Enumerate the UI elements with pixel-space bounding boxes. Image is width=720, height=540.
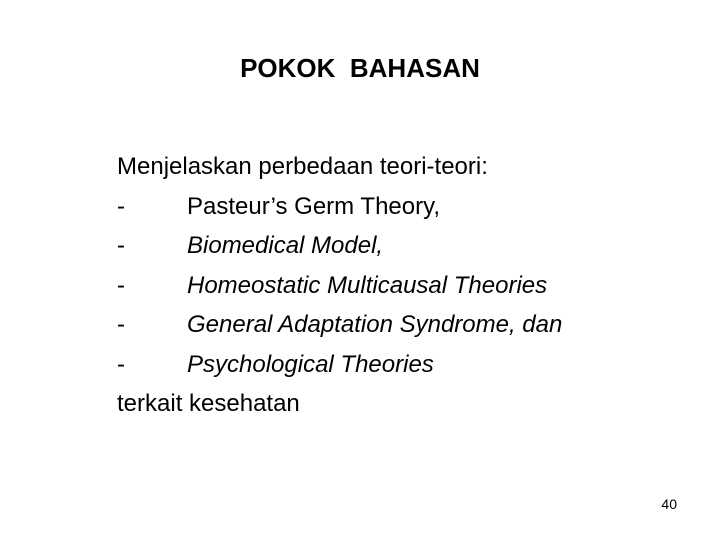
bullet-marker: - bbox=[117, 271, 125, 299]
bullet-marker: - bbox=[117, 311, 125, 338]
bullet-marker: - bbox=[117, 192, 125, 220]
list-item bbox=[117, 187, 562, 227]
list-item-text: Homeostatic Multicausal Theories bbox=[187, 271, 548, 299]
bullet-marker: - bbox=[117, 350, 125, 378]
list-item-text: Pasteur’s Germ Theory, bbox=[187, 192, 440, 220]
list-item-text: Psychological Theories bbox=[187, 350, 434, 378]
list-item bbox=[117, 266, 562, 306]
outro-text: terkait kesehatan bbox=[117, 390, 300, 417]
slide-title: POKOK BAHASAN bbox=[240, 53, 480, 83]
bullet-marker: - bbox=[117, 232, 125, 259]
list-item bbox=[117, 345, 562, 385]
page-number: 40 bbox=[661, 496, 677, 512]
list-item-text: General Adaptation Syndrome, dan bbox=[187, 311, 563, 338]
intro-text: Menjelaskan perbedaan teori-teori: bbox=[117, 153, 488, 180]
slide-body bbox=[117, 147, 562, 424]
list-item bbox=[117, 226, 562, 266]
list-item-text: Biomedical Model, bbox=[187, 232, 384, 259]
theory-list bbox=[117, 187, 562, 385]
list-item bbox=[117, 305, 562, 345]
